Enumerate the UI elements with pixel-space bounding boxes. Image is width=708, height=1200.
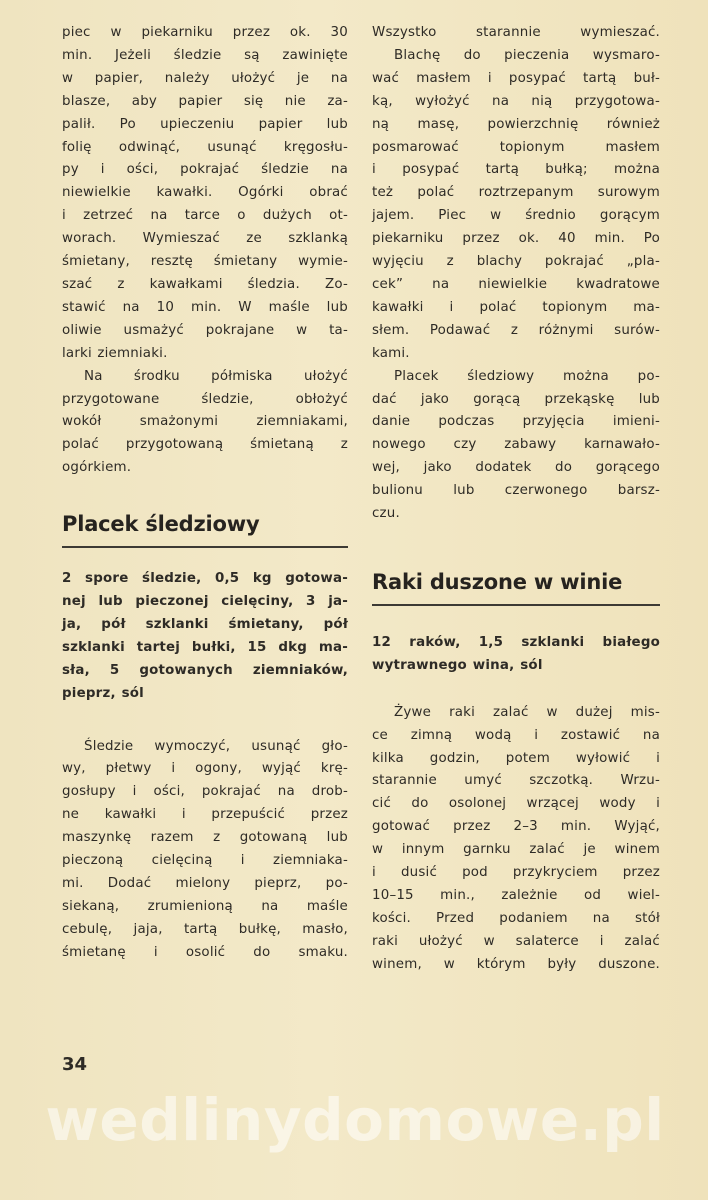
text-line: szać z kawałkami śledzia. Zo- [62, 276, 348, 292]
text-line: starannie umyć szczotką. Wrzu- [372, 773, 660, 789]
text-line: szklanki tartej bułki, 15 dkg ma- [62, 639, 348, 655]
ingredients-list [62, 568, 348, 705]
text-line: niewielkie kawałki. Ogórki obrać [62, 185, 348, 201]
text-line: i dusić pod przykryciem przez [372, 865, 660, 881]
text-line: Wszystko starannie wymieszać. [372, 25, 660, 40]
text-line: posmarować topionym masłem [372, 139, 660, 155]
method-paragraph [372, 702, 660, 977]
text-line: kawałki i polać topionym ma- [372, 299, 660, 315]
text-line: polać przygotowaną śmietaną z [62, 437, 348, 453]
text-line: kilka godzin, potem wyłowić i [372, 750, 660, 766]
text-line: folię odwinąć, usunąć kręgosłu- [62, 139, 348, 155]
intro-paragraph [62, 22, 348, 480]
text-line: wokół smażonymi ziemniakami, [62, 414, 348, 430]
text-line: larki ziemniaki. [62, 345, 168, 361]
text-line: Blachę do pieczenia wysmaro- [394, 47, 660, 63]
text-line: wy, płetwy i ogony, wyjąć krę- [62, 761, 348, 777]
text-line: Śledzie wymoczyć, usunąć gło- [84, 738, 348, 754]
text-line: Placek śledziowy można po- [394, 368, 660, 384]
text-line: oliwie usmażyć pokrajane w ta- [62, 322, 348, 338]
text-line: słem. Podawać z różnymi surów- [372, 322, 660, 338]
text-line: też polać roztrzepanym surowym [372, 185, 660, 201]
text-line: wyjęciu z blachy pokrajać „pla- [372, 254, 660, 270]
text-line: gotować przez 2–3 min. Wyjąć, [372, 819, 660, 835]
recipe-title: Raki duszone w winie [372, 569, 623, 594]
text-line: ką, wyłożyć na nią przygotowa- [372, 93, 660, 109]
text-line: ne kawałki i przepuścić przez [62, 807, 348, 823]
method-paragraph [62, 736, 348, 965]
left-column [62, 22, 348, 965]
text-line: piec w piekarniku przez ok. 30 [62, 25, 348, 40]
text-line: ce zimną wodą i zostawić na [372, 727, 660, 743]
text-line: dać jako gorącą przekąskę lub [372, 391, 660, 407]
text-line: maszynkę razem z gotowaną lub [62, 830, 348, 846]
text-line: śmietany, resztę śmietany wymie- [62, 254, 348, 270]
text-line: czu. [372, 506, 400, 522]
text-line: stawić na 10 min. W maśle lub [62, 299, 348, 315]
text-line: siekaną, zrumienioną na maśle [62, 898, 348, 914]
text-line: cić do osolonej wrzącej wody i [372, 796, 660, 812]
text-line: w innym garnku zalać je winem [372, 842, 660, 858]
text-line: jajem. Piec w średnio gorącym [372, 208, 660, 224]
text-line: ną masę, powierzchnię również [372, 116, 660, 132]
text-line: winem, w którym były duszone. [372, 956, 660, 972]
text-line: Żywe raki zalać w dużej mis- [394, 704, 660, 720]
ingredients-list [372, 632, 660, 678]
text-line: piekarniku przez ok. 40 min. Po [372, 231, 660, 247]
text-line: 10–15 min., zależnie od wiel- [372, 888, 660, 903]
text-line: pieprz, sól [62, 685, 144, 701]
text-line: wytrawnego wina, sól [372, 657, 543, 673]
text-line: 2 spore śledzie, 0,5 kg gotowa- [62, 571, 348, 587]
page-number: 34 [62, 1054, 88, 1075]
text-line: nowego czy zabawy karnawało- [372, 437, 660, 453]
text-line: danie podczas przyjęcia imieni- [372, 414, 660, 430]
text-line: nej lub pieczonej cielęciny, 3 ja- [62, 594, 348, 610]
watermark: wedlinydomowe.pl [45, 1086, 665, 1154]
recipe-title: Placek śledziowy [62, 512, 260, 537]
text-line: i posypać tartą bułką; można [372, 162, 660, 178]
text-line: wać masłem i posypać tartą buł- [372, 70, 660, 86]
text-line: przygotowane śledzie, obłożyć [62, 391, 348, 407]
text-line: śmietanę i osolić do smaku. [62, 944, 348, 960]
text-line: bulionu lub czerwonego barsz- [372, 483, 660, 499]
text-line: blasze, aby papier się nie za- [62, 93, 348, 109]
text-line: 12 raków, 1,5 szklanki białego [372, 634, 660, 650]
text-line: palił. Po upieczeniu papier lub [62, 116, 348, 132]
text-line: pieczoną cielęciną i ziemniaka- [62, 853, 348, 869]
text-line: Na środku półmiska ułożyć [84, 368, 348, 384]
text-line: wej, jako dodatek do gorącego [372, 460, 660, 476]
text-line: kami. [372, 345, 410, 361]
text-line: ogórkiem. [62, 460, 132, 476]
text-line: min. Jeżeli śledzie są zawinięte [62, 47, 348, 63]
text-line: kości. Przed podaniem na stół [372, 910, 660, 926]
continuation-paragraph [372, 22, 660, 526]
text-line: worach. Wymieszać ze szklanką [62, 231, 348, 247]
text-line: gosłupy i ości, pokrajać na drob- [62, 784, 348, 800]
text-line: cebulę, jaja, tartą bułkę, masło, [62, 921, 348, 937]
text-line: mi. Dodać mielony pieprz, po- [62, 876, 348, 891]
text-line: sła, 5 gotowanych ziemniaków, [62, 662, 348, 678]
right-column [372, 22, 660, 977]
text-line: cek” na niewielkie kwadratowe [372, 276, 660, 292]
text-line: i zetrzeć na tarce o dużych ot- [62, 208, 348, 224]
text-line: ja, pół szklanki śmietany, pół [62, 616, 348, 632]
text-line: w papier, należy ułożyć je na [62, 70, 348, 86]
text-line: py i ości, pokrajać śledzie na [62, 162, 348, 178]
text-line: raki ułożyć w salaterce i zalać [372, 933, 660, 949]
